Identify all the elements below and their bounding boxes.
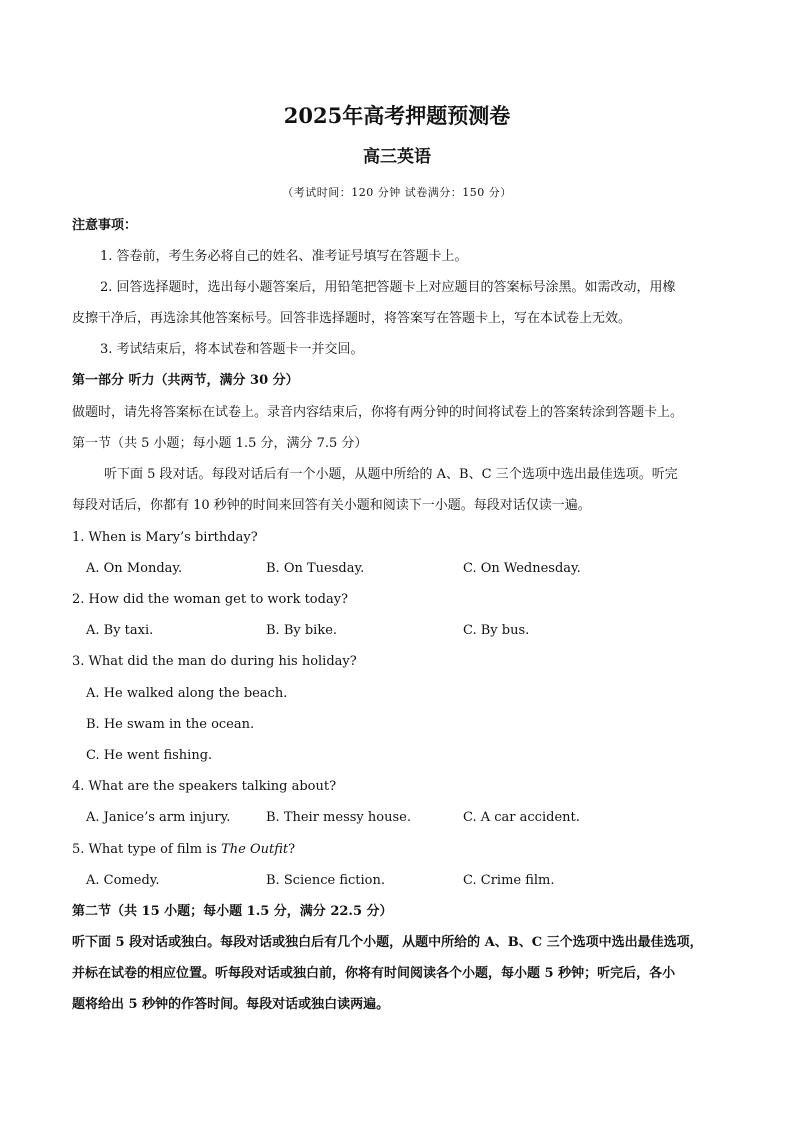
question-3-option-c: C. He went fishing. [86, 748, 213, 763]
exam-info: （考试时间：120 分钟 试卷满分：150 分） [282, 186, 512, 199]
question-1-option-c: C. On Wednesday. [463, 561, 581, 576]
question-5-option-b: B. Science fiction. [266, 873, 385, 888]
question-4-option-a: A. Janice’s arm injury. [86, 810, 231, 825]
notice-item-1: 1. 答卷前，考生务必将自己的姓名、准考证号填写在答题卡上。 [100, 249, 468, 264]
question-2-option-c: C. By bus. [463, 623, 530, 638]
question-5-option-c: C. Crime film. [463, 873, 555, 888]
notice-item-2-line-2: 皮擦干净后，再选涂其他答案标号。回答非选择题时，将答案写在答题卡上，写在本试卷上无效。 [72, 311, 632, 326]
notice-heading: 注意事项： [72, 218, 138, 233]
section2-instruction-line-3: 题将给出 5 秒钟的作答时间。每段对话或独白读两遍。 [72, 997, 390, 1012]
section2-instruction-line-2: 并标在试卷的相应位置。听每段对话或独白前，你将有时间阅读各个小题，每小题 5 秒钟；听完后，各小 [72, 966, 676, 981]
question-4-option-b: B. Their messy house. [266, 810, 411, 825]
question-3-option-a: A. He walked along the beach. [86, 686, 288, 701]
question-5-stem [72, 842, 295, 858]
question-5-option-a: A. Comedy. [86, 873, 160, 888]
question-1-option-a: A. On Monday. [86, 561, 183, 576]
question-2-option-b: B. By bike. [266, 623, 338, 638]
question-3-stem: 3. What did the man do during his holiday? [72, 654, 357, 669]
question-5-stem-suffix: ? [288, 842, 296, 857]
notice-item-3: 3. 考试结束后，将本试卷和答题卡一并交回。 [100, 342, 364, 357]
question-1-option-b: B. On Tuesday. [266, 561, 365, 576]
question-4-option-c: C. A car accident. [463, 810, 580, 825]
question-3-option-b: B. He swam in the ocean. [86, 717, 255, 732]
question-2-option-a: A. By taxi. [86, 623, 154, 638]
question-5-stem-prefix: 5. What type of film is [72, 842, 222, 857]
section2-heading: 第二节（共 15 小题；每小题 1.5 分，满分 22.5 分） [72, 904, 393, 919]
section1-instruction-line-1: 听下面 5 段对话。每段对话后有一个小题，从题中所给的 A、B、C 三个选项中选出最佳选项。听完 [104, 467, 678, 482]
notice-item-2-line-1: 2. 回答选择题时，选出每小题答案后，用铅笔把答题卡上对应题目的答案标号涂黑。如需改动，用橡 [100, 280, 676, 295]
section2-instruction-line-1: 听下面 5 段对话或独白。每段对话或独白后有几个小题，从题中所给的 A、B、C 三个选项中选出最佳选项， [72, 935, 703, 950]
section1-instruction-line-2: 每段对话后，你都有 10 秒钟的时间来回答有关小题和阅读下一小题。每段对话仅读一遍。 [72, 498, 591, 513]
question-5-film-title: The Outfit [221, 842, 289, 857]
exam-subtitle: 高三英语 [363, 147, 431, 167]
part1-instruction: 做题时，请先将答案标在试卷上。录音内容结束后，你将有两分钟的时间将试卷上的答案转涂到答题卡上。 [72, 405, 684, 420]
question-4-stem: 4. What are the speakers talking about? [72, 779, 337, 794]
part1-heading: 第一部分 听力（共两节，满分 30 分） [72, 373, 299, 388]
exam-title: 2025年高考押题预测卷 [283, 103, 511, 128]
section1-heading: 第一节（共 5 小题；每小题 1.5 分，满分 7.5 分） [72, 436, 368, 451]
question-1-stem: 1. When is Mary’s birthday? [72, 530, 258, 545]
question-2-stem: 2. How did the woman get to work today? [72, 592, 349, 607]
